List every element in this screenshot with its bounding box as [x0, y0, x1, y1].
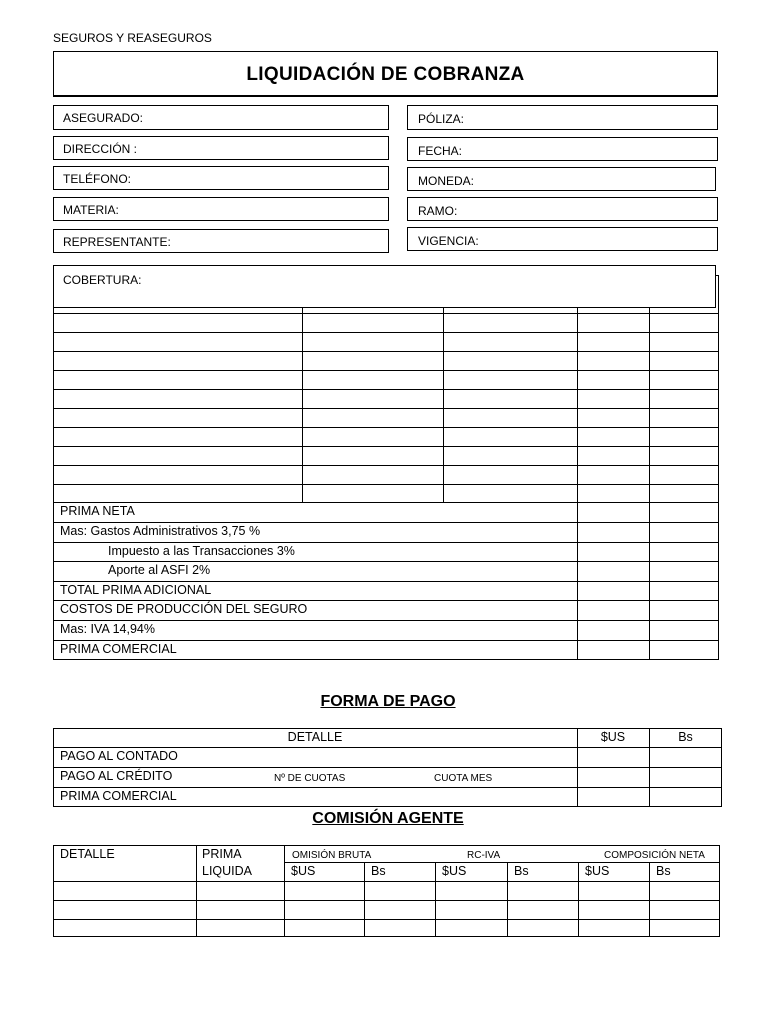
- poliza-label: PÓLIZA:: [418, 112, 465, 126]
- direccion-field[interactable]: [53, 136, 389, 160]
- summary-prima-comercial: PRIMA COMERCIAL: [60, 642, 177, 656]
- forma-pago-row-line: [53, 787, 722, 788]
- comision-col-divider: [649, 862, 650, 937]
- summary-row-line: [53, 600, 719, 601]
- comision-rciva-bs: Bs: [514, 864, 529, 878]
- summary-total-prima-adicional: TOTAL PRIMA ADICIONAL: [60, 583, 212, 597]
- moneda-field[interactable]: [407, 167, 716, 191]
- comision-row-line: [53, 919, 720, 920]
- comision-col-divider: [578, 862, 579, 937]
- direccion-label: DIRECCIÓN :: [63, 142, 138, 156]
- summary-iva: Mas: IVA 14,94%: [60, 622, 155, 636]
- comision-bruta-header: OMISIÓN BRUTA: [292, 850, 372, 861]
- coverage-row-line: [53, 427, 719, 428]
- poliza-field[interactable]: [407, 105, 718, 130]
- comision-bruta-bs: Bs: [371, 864, 386, 878]
- coverage-row-line: [53, 484, 719, 485]
- ramo-label: RAMO:: [418, 204, 458, 218]
- comision-col-divider: [364, 862, 365, 937]
- summary-prima-neta: PRIMA NETA: [60, 504, 135, 518]
- summary-row-line: [53, 620, 719, 621]
- materia-label: MATERIA:: [63, 203, 119, 217]
- summary-row-line: [53, 561, 719, 562]
- vigencia-field[interactable]: [407, 227, 718, 251]
- fecha-label: FECHA:: [418, 144, 463, 158]
- comision-rciva-us: $US: [442, 864, 467, 878]
- comision-neta-header: COMPOSICIÓN NETA: [604, 850, 705, 861]
- forma-pago-title: FORMA DE PAGO: [320, 693, 456, 710]
- asegurado-field[interactable]: [53, 105, 389, 130]
- coverage-row-line: [53, 465, 719, 466]
- forma-pago-header-bs: Bs: [678, 730, 693, 744]
- summary-gastos-admin: Mas: Gastos Administrativos 3,75 %: [60, 524, 261, 538]
- coverage-row-line: [53, 332, 719, 333]
- summary-aporte-asfi: Aporte al ASFI 2%: [108, 563, 211, 577]
- asegurado-label: ASEGURADO:: [63, 111, 144, 125]
- moneda-label: MONEDA:: [418, 174, 475, 188]
- telefono-field[interactable]: [53, 166, 389, 190]
- comision-rciva-header: RC-IVA: [467, 850, 501, 861]
- company-name: SEGUROS Y REASEGUROS: [53, 31, 212, 45]
- coverage-row-line: [53, 370, 719, 371]
- coverage-row-line: [53, 389, 719, 390]
- comision-title: COMISIÓN AGENTE: [312, 810, 464, 827]
- coverage-row-line: [53, 502, 719, 503]
- forma-pago-header-us: $US: [600, 730, 626, 744]
- cuotas-label: Nº DE CUOTAS: [274, 773, 346, 784]
- coverage-col-divider-2: [443, 307, 444, 503]
- pago-credito-label: PAGO AL CRÉDITO: [60, 769, 173, 783]
- comision-neta-bs: Bs: [656, 864, 671, 878]
- coverage-row-line: [53, 351, 719, 352]
- coverage-row-line: [53, 313, 719, 314]
- pago-contado-label: PAGO AL CONTADO: [60, 749, 178, 763]
- coverage-col-divider-1: [302, 307, 303, 503]
- summary-row-line: [53, 522, 719, 523]
- forma-pago-row-line: [53, 747, 722, 748]
- summary-impuesto: Impuesto a las Transacciones 3%: [108, 544, 295, 558]
- coverage-row-line: [53, 408, 719, 409]
- representante-label: REPRESENTANTE:: [63, 235, 171, 249]
- comision-col-divider: [435, 862, 436, 937]
- comision-prima-header: PRIMA: [202, 847, 242, 861]
- cuota-mes-label: CUOTA MES: [434, 773, 493, 784]
- title-box: [53, 51, 718, 97]
- coverage-row-line: [53, 446, 719, 447]
- comision-col-divider: [507, 862, 508, 937]
- comision-liquida-header: LIQUIDA: [202, 864, 253, 878]
- comision-detalle-header: DETALLE: [60, 847, 115, 861]
- coverage-col-divider-4: [649, 300, 650, 660]
- cobertura-box[interactable]: [53, 265, 716, 308]
- comision-row-line: [53, 900, 720, 901]
- coverage-col-divider-3: [577, 300, 578, 660]
- forma-pago-row-line: [53, 767, 722, 768]
- forma-pago-header-detalle: DETALLE: [287, 730, 343, 744]
- materia-field[interactable]: [53, 197, 389, 221]
- comision-col-divider: [284, 845, 285, 937]
- cobertura-label: COBERTURA:: [63, 273, 142, 287]
- ramo-field[interactable]: [407, 197, 718, 221]
- summary-costos-produccion: COSTOS DE PRODUCCIÓN DEL SEGURO: [60, 602, 308, 616]
- comision-bruta-us: $US: [291, 864, 316, 878]
- comision-neta-us: $US: [585, 864, 610, 878]
- summary-row-line: [53, 640, 719, 641]
- summary-row-line: [53, 581, 719, 582]
- comision-row-line: [53, 881, 720, 882]
- forma-pago-prima-comercial: PRIMA COMERCIAL: [60, 789, 177, 803]
- page-title: LIQUIDACIÓN DE COBRANZA: [246, 64, 525, 85]
- telefono-label: TELÉFONO:: [63, 172, 132, 186]
- vigencia-label: VIGENCIA:: [418, 234, 479, 248]
- summary-row-line: [53, 542, 719, 543]
- representante-field[interactable]: [53, 229, 389, 253]
- comision-col-divider: [196, 845, 197, 937]
- fecha-field[interactable]: [407, 137, 718, 161]
